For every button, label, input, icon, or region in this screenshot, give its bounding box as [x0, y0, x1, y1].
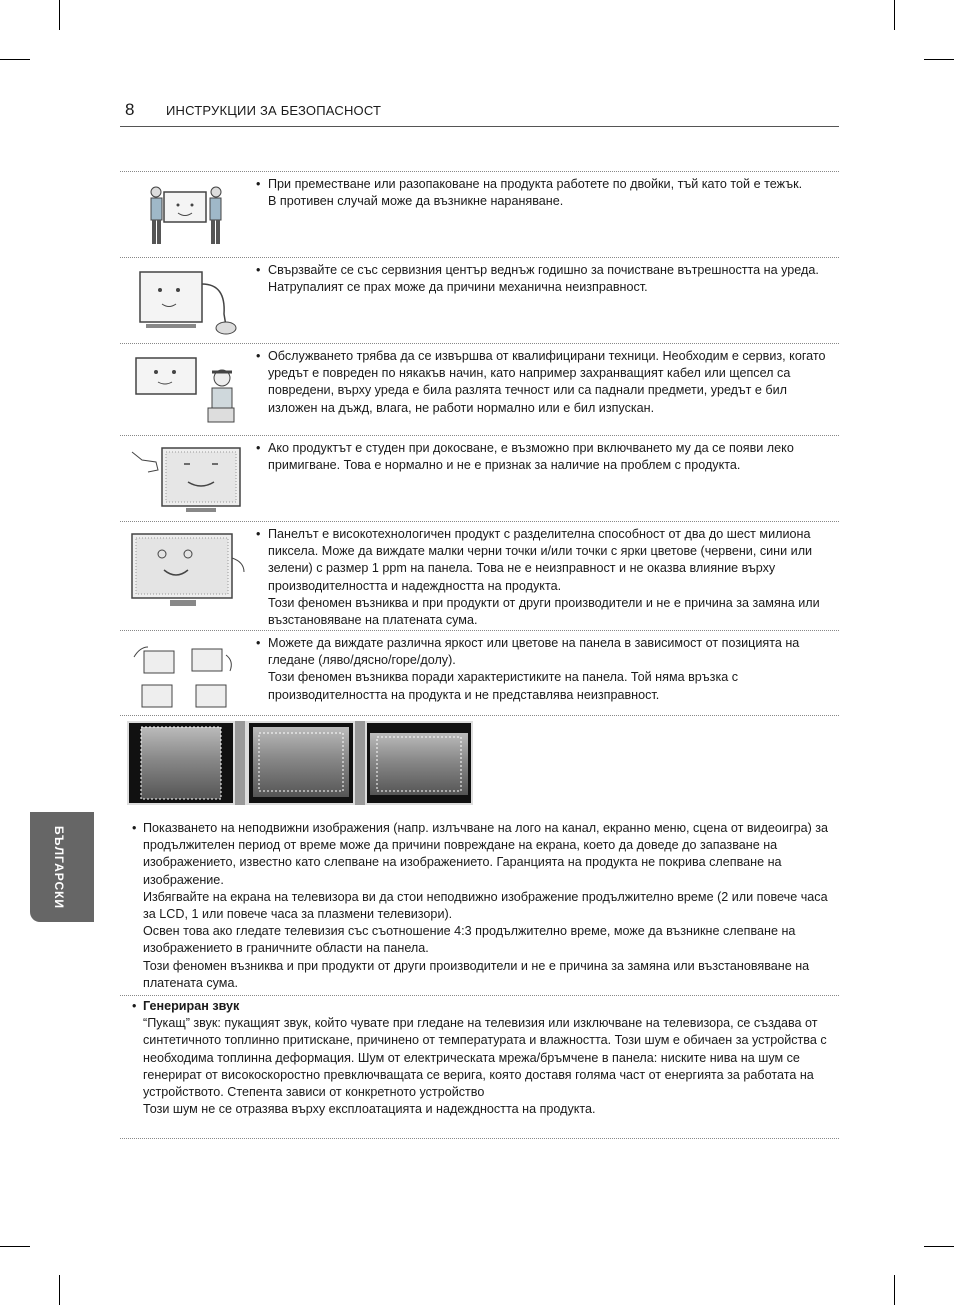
bullet: • — [256, 441, 261, 455]
crop-mark — [894, 0, 895, 30]
crop-mark — [0, 1246, 30, 1247]
item-paragraph: Този феномен възниква и при продукти от други производители и не е причина за замяна или възстановяване на платената сума. — [268, 595, 820, 628]
item-paragraph: Ако продуктът е студен при докосване, е възможно при включването му да се появи леко примигване. Това е нормално и не е признак за наличие на проблем с продукта. — [268, 441, 794, 473]
bullet: • — [256, 263, 261, 277]
item-paragraph: Свързвайте се със сервизния център веднъж годишно за почистване вътрешността на уреда. — [268, 263, 819, 277]
item-text — [256, 262, 833, 296]
item-paragraph: Натрупалият се прах може да причини механична неизправност. — [268, 280, 648, 295]
bullet: • — [132, 821, 137, 835]
retention-paragraph: Освен това ако гледате телевизия със съотношение 4:3 продължително време, може да възникне слепване на изображението в граничните области на панела. — [143, 924, 796, 956]
sound-paragraph: Този шум не се отразява върху експлоатацията и надеждността на продукта. — [143, 1102, 596, 1117]
safety-item — [120, 171, 839, 256]
retention-paragraph: Този феномен възниква и при продукти от други производители и не е причина за замяна или възстановяване на платената сума. — [143, 958, 810, 990]
language-tab — [30, 812, 94, 922]
bullet: • — [256, 527, 261, 541]
photo-wide-frame — [367, 723, 471, 803]
two-people-carrying-tv-icon — [126, 178, 236, 250]
tv-viewing-angle-icon — [126, 637, 241, 713]
bullet: • — [132, 999, 137, 1013]
photo-full-frame — [249, 723, 353, 803]
divider — [120, 1138, 839, 1139]
safety-item — [120, 257, 839, 342]
section-title: ИНСТРУКЦИИ ЗА БЕЗОПАСНОСТ — [166, 103, 382, 118]
photo-4-3-bars — [129, 723, 233, 803]
item-paragraph: Този феномен възниква поради характеристиките на панела. Той няма връзка с производителността на продукта и не представлява неизправност. — [268, 670, 739, 702]
safety-item — [120, 630, 839, 715]
crop-mark — [924, 1246, 954, 1247]
page-header — [120, 96, 839, 127]
crop-mark — [894, 1275, 895, 1305]
item-paragraph: В противен случай може да възникне нараняване. — [268, 194, 564, 209]
crop-mark — [59, 0, 60, 30]
crop-mark — [0, 59, 30, 60]
sound-paragraph: “Пукащ” звук: пукащият звук, който чувате при гледане на телевизия или изключване на телевизора, се създава от синтетичното топлинно притискане, причинено от температурата и влажността. Този шум е обичаен за устройства с необходима топлинна деформация. Шум от електрическата мрежа/бръмчене в панела: ниските нива на шум се генерират от високоскоростно превключващата се верига, която доставя голяма част от енергията за работата на устройството. Степента зависи от конкретното устройство — [143, 1016, 827, 1100]
generated-sound-heading: Генериран звук — [143, 999, 240, 1013]
retention-paragraph: Показването на неподвижни изображения (напр. излъчване на лого на канал, екранно меню, сцена от видеоигра) за продължителен период от време може да причини повреждане на екрана, което да доведе до запазване на изображението, известно като слепване на изображението. Гаранцията на продукта не покрива слепване на изображение. — [143, 821, 829, 887]
item-text — [256, 440, 833, 474]
retention-paragraph: Избягвайте на екрана на телевизора ви да стои неподвижно изображение продължително време (2 или повече часа за LCD, 1 или повече часа за плазмени телевизори). — [143, 889, 828, 922]
safety-item — [120, 343, 839, 434]
tv-technician-icon — [126, 350, 246, 428]
tv-vacuum-cleaner-icon — [126, 264, 241, 339]
item-paragraph: При преместване или разопаковане на продукта работете по двойки, тъй като той е тежък. — [268, 177, 803, 191]
item-text — [256, 348, 833, 417]
divider — [120, 995, 839, 996]
generated-sound-text — [132, 998, 833, 1118]
bullet: • — [256, 177, 261, 191]
image-retention-text — [132, 820, 833, 992]
item-paragraph: Обслужването трябва да се извършва от квалифицирани техници. Необходим е сервиз, когато уредът е повреден по някакъв начин, като например захранващият кабел или щепсел са повредени, върху уреда е била разлята течност или са паднали предмети, уредът е бил изложен на дъжд, влага, не работи нормално или е бил изпускан. — [268, 349, 826, 415]
divider — [120, 715, 839, 716]
item-text — [256, 526, 833, 629]
tv-pixels-icon — [126, 528, 248, 612]
page-number: 8 — [125, 100, 135, 119]
item-text — [256, 176, 833, 210]
bullet: • — [256, 636, 261, 650]
safety-item — [120, 521, 839, 630]
crop-mark — [59, 1275, 60, 1305]
safety-item — [120, 435, 839, 520]
bullet: • — [256, 349, 261, 363]
item-paragraph: Можете да виждате различна яркост или цветове на панела в зависимост от позицията на гледане (ляво/дясно/горе/долу). — [268, 636, 800, 668]
item-paragraph: Панелът е високотехнологичен продукт с разделителна способност от два до шест милиона пиксела. Може да виждате малки черни точки и/или точки с ярки цветове (червени, сини или зелени) с размер 1 ppm на панела. Това не е неизправност и не оказва влияние върху производителността и надеждността на продукта. — [268, 527, 813, 593]
item-text — [256, 635, 833, 704]
tv-cold-flicker-icon — [126, 442, 246, 518]
language-tab-label: БЪЛГАРСКИ — [52, 826, 66, 910]
image-retention-examples — [127, 721, 473, 805]
crop-mark — [924, 59, 954, 60]
